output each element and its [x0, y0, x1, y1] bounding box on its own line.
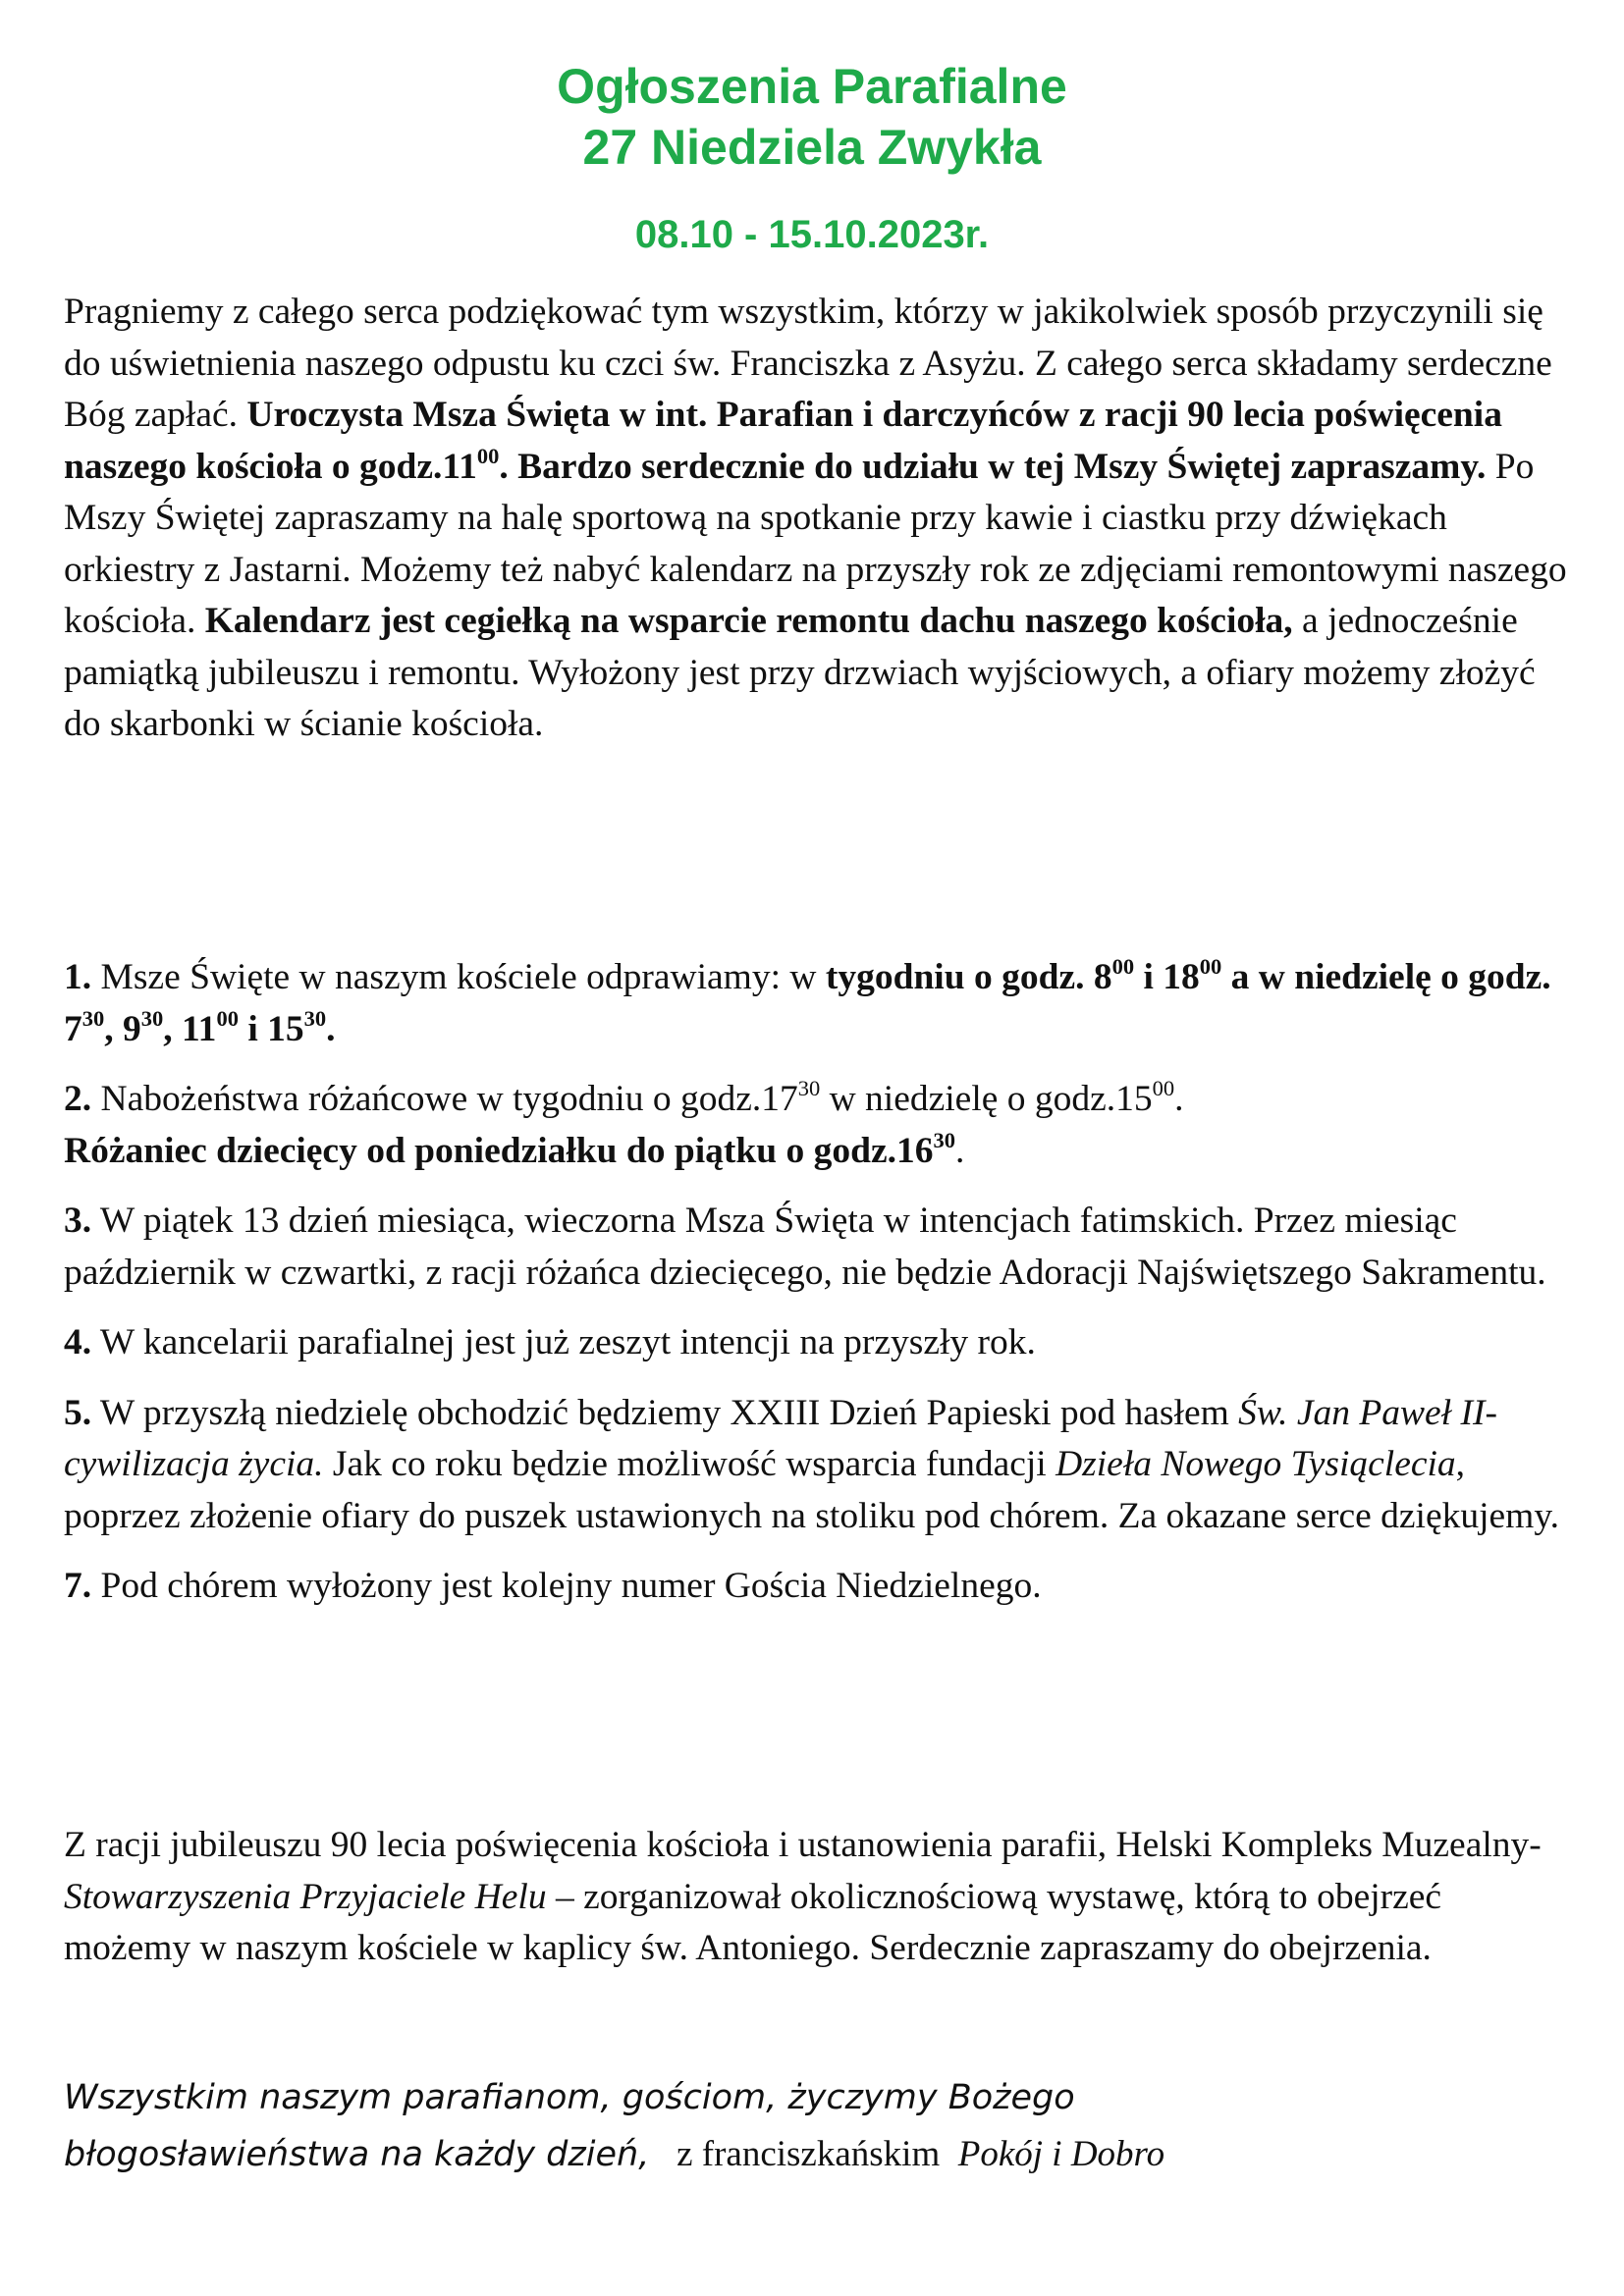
intro-text-2: Po Mszy Świętej zapraszamy na halę sportową na spotkanie przy kawie i ciastku przy dźwiękach orkiestry z Jastarni. Możemy też nabyć kalendarz na przyszły rok ze zdjęciami remontowymi naszego kościoła.: [64, 446, 1567, 641]
closing-paragraph: [64, 1820, 1576, 1975]
announcement-item-3: [64, 1196, 1576, 1299]
wish-line-2: błogosławieństwa na każdy dzień,: [64, 2135, 650, 2174]
announcement-item-7: [64, 1561, 1576, 1613]
item-text: .: [1174, 1079, 1184, 1119]
announcement-list: [64, 952, 1576, 1631]
wish-line-1: Wszystkim naszym parafianom, gościom, życzymy Bożego: [64, 2078, 1075, 2117]
announcement-item-5: [64, 1388, 1576, 1543]
item-number: 5.: [64, 1392, 92, 1433]
item-italic: Św. Jan Paweł II- cywilizacja życia.: [64, 1392, 1497, 1484]
time-sup: 30: [303, 1005, 327, 1031]
mass-time: i 18: [1134, 957, 1200, 997]
item-text: W piątek 13 dzień miesiąca, wieczorna Msza Święta w intencjach fatimskich. Przez miesiąc październik w czwartki, z racji różańca dziecięcego, nie będzie Adoracji Najświętszego Sakramentu.: [64, 1201, 1546, 1293]
announcement-item-2: [64, 1074, 1576, 1177]
time-sup: 00: [1152, 1076, 1175, 1101]
closing-italic: Stowarzyszenia Przyjaciele Helu: [64, 1876, 547, 1917]
mass-times-sunday: a w niedzielę o godz. 7: [64, 957, 1551, 1049]
time-sup: 30: [81, 1005, 105, 1031]
item-text: Jak co roku będzie możliwość wsparcia fundacji: [323, 1444, 1056, 1484]
closing-text: – zorganizował okolicznościową wystawę, którą to obejrzeć możemy w naszym kościele w kaplicy św. Antoniego. Serdecznie zapraszamy do obejrzenia.: [64, 1876, 1442, 1968]
item-number: 2.: [64, 1079, 92, 1119]
time-sup: 00: [216, 1005, 239, 1031]
intro-bold-2: Kalendarz jest cegiełką na wsparcie remontu dachu naszego kościoła,: [204, 601, 1293, 641]
intro-paragraph: [64, 287, 1576, 751]
mass-times-weekday: tygodniu o godz. 8: [825, 957, 1112, 997]
mass-time: i 15: [238, 1008, 304, 1049]
item-bold: [64, 1127, 955, 1171]
time-sup: 00: [1111, 954, 1135, 980]
item-end: .: [954, 1130, 965, 1171]
item-text: Pod chórem wyłożony jest kolejny numer Gościa Niedzielnego.: [91, 1566, 1042, 1606]
intro-bold-1-sup: 00: [476, 443, 500, 468]
time-sup: 30: [933, 1127, 955, 1152]
mass-time: , 9: [104, 1008, 141, 1049]
item-text: w niedzielę o godz.15: [820, 1079, 1153, 1119]
item-number: 3.: [64, 1201, 92, 1241]
intro-bold-1-end: . Bardzo serdecznie do udziału w tej Mszy Świętej zapraszamy.: [499, 446, 1487, 487]
item-text: Msze Święte w naszym kościele odprawiamy: w: [91, 957, 826, 997]
regards-text: z franciszkańskim: [677, 2134, 941, 2174]
footer-wishes: [64, 2069, 1596, 2183]
motto-text: Pokój i Dobro: [957, 2134, 1165, 2174]
time-sup: 00: [1199, 954, 1222, 980]
intro-text-3: a jednocześnie pamiątką jubileuszu i remontu. Wyłożony jest przy drzwiach wyjściowych, a ofiary możemy złożyć do skarbonki w ścianie kościoła.: [64, 601, 1536, 744]
intro-bold-1: [64, 395, 1502, 487]
intro-bold-1-text: Uroczysta Msza Święta w int. Parafian i darczyńców z racji 90 lecia poświęcenia naszego kościoła o godz.11: [64, 395, 1502, 487]
item-text: W kancelarii parafialnej jest już zeszyt intencji na przyszły rok.: [91, 1322, 1036, 1362]
page-title: Ogłoszenia Parafialne: [557, 59, 1067, 114]
item-number: 7.: [64, 1566, 92, 1606]
date-range: 08.10 - 15.10.2023r.: [634, 213, 990, 256]
time-sup: 30: [140, 1005, 164, 1031]
item-text: W przyszłą niedzielę obchodzić będziemy XXIII Dzień Papieski pod hasłem: [91, 1392, 1239, 1433]
intro-text-1: Pragniemy z całego serca podziękować tym wszystkim, którzy w jakikolwiek sposób przyczynili się do uświetnienia naszego odpustu ku czci św. Franciszka z Asyżu. Z całego serca składamy serdeczne Bóg zapłać.: [64, 292, 1552, 435]
closing-text: Z racji jubileuszu 90 lecia poświęcenia kościoła i ustanowienia parafii, Helski Kompleks Muzealny-: [64, 1825, 1542, 1865]
item-text: , poprzez złożenie ofiary do puszek ustawionych na stoliku pod chórem. Za okazane serce dziękujemy.: [64, 1444, 1560, 1536]
rosary-children: Różaniec dziecięcy od poniedziałku do piątku o godz.16: [64, 1130, 934, 1171]
item-number: 1.: [64, 957, 92, 997]
announcement-item-1: [64, 952, 1576, 1055]
item-number: 4.: [64, 1322, 92, 1362]
item-end: .: [326, 1008, 336, 1049]
time-sup: 30: [797, 1076, 821, 1101]
page-subtitle: 27 Niedziela Zwykła: [582, 120, 1042, 175]
item-italic: Dzieła Nowego Tysiąclecia: [1056, 1444, 1456, 1484]
announcement-item-4: [64, 1317, 1576, 1369]
mass-time: , 11: [163, 1008, 217, 1049]
item-text: Nabożeństwa różańcowe w tygodniu o godz.17: [91, 1079, 798, 1119]
